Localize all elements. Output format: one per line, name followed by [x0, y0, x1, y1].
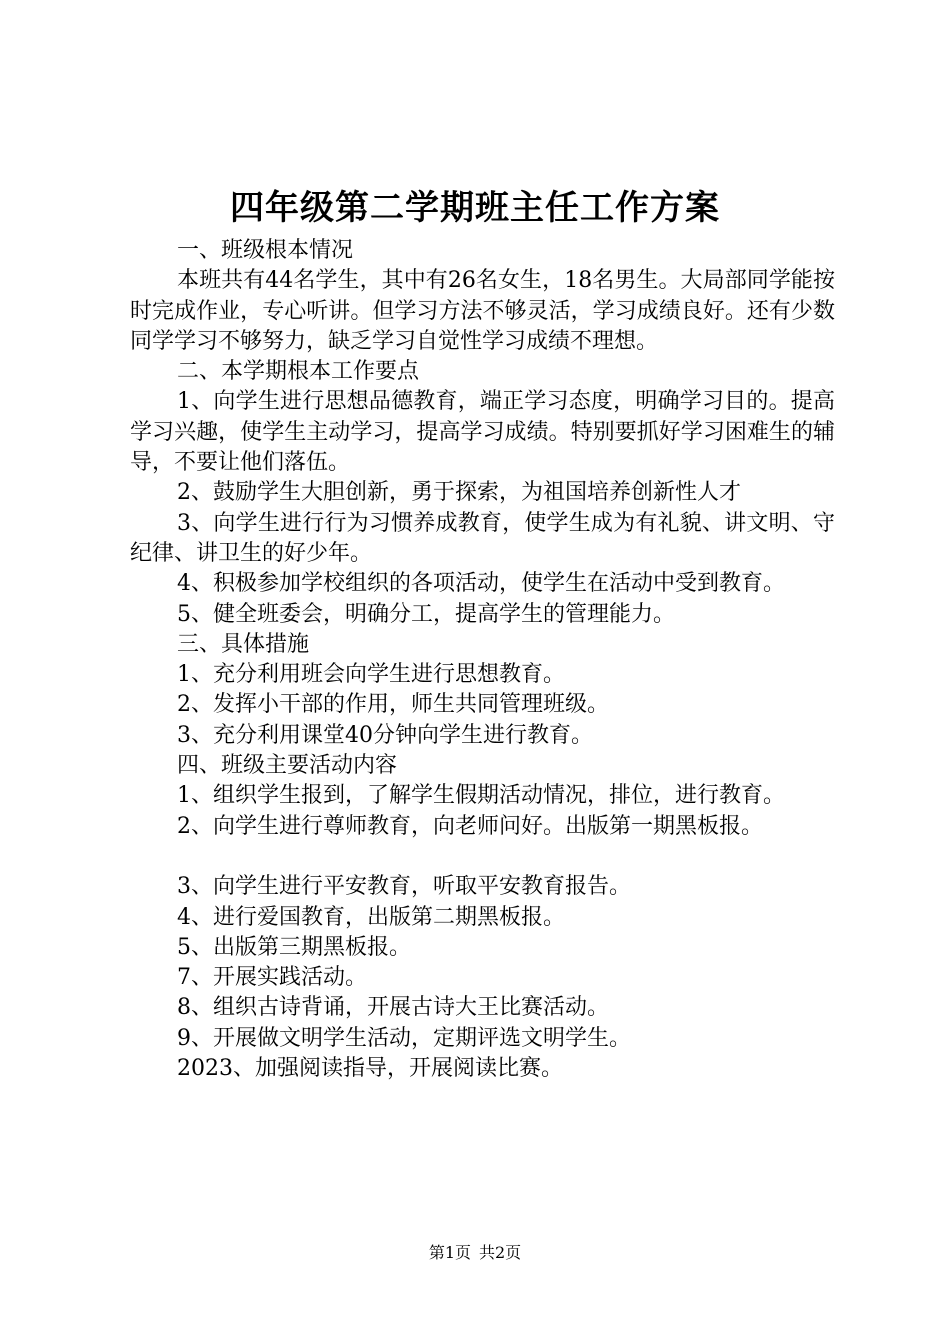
section-heading: 二、本学期根本工作要点	[177, 359, 420, 385]
paragraph: 2、向学生进行尊师教育，向老师问好。出版第一期黑板报。	[177, 813, 763, 839]
paragraph: 4、进行爱国教育，出版第二期黑板报。	[177, 904, 565, 930]
page-total: 共2页	[479, 1243, 522, 1262]
page-number: 第1页	[428, 1243, 471, 1262]
paragraph: 7、开展实践活动。	[177, 965, 367, 991]
paragraph: 1、充分利用班会向学生进行思想教育。	[177, 662, 565, 688]
section-heading: 四、班级主要活动内容	[177, 753, 398, 779]
paragraph: 8、组织古诗背诵，开展古诗大王比赛活动。	[177, 995, 609, 1021]
paragraph: 9、开展做文明学生活动，定期评选文明学生。	[177, 1025, 631, 1051]
paragraph: 3、向学生进行行为习惯养成教育，使学生成为有礼貌、讲文明、守纪律、讲卫生的好少年。	[130, 510, 835, 566]
paragraph: 5、健全班委会，明确分工，提高学生的管理能力。	[177, 601, 675, 627]
section-heading: 一、班级根本情况	[177, 238, 354, 263]
paragraph: 2、发挥小干部的作用，师生共同管理班级。	[177, 692, 609, 718]
paragraph: 1、向学生进行思想品德教育，端正学习态度，明确学习目的。提高学习兴趣，使学生主动学习，提高学习成绩。特别要抓好学习困难生的辅导，不要让他们落伍。	[130, 389, 835, 476]
paragraph: 3、向学生进行平安教育，听取平安教育报告。	[177, 874, 631, 900]
paragraph: 本班共有44名学生，其中有26名女生，18名男生。大局部同学能按时完成作业，专心听讲。但学习方法不够灵活，学习成绩良好。还有少数同学学习不够努力，缺乏学习自觉性学习成绩不理想。	[130, 268, 835, 354]
paragraph: 3、充分利用课堂40分钟向学生进行教育。	[177, 722, 593, 748]
document-body	[130, 236, 835, 1084]
document-title: 四年级第二学期班主任工作方案	[230, 188, 720, 228]
paragraph: 5、出版第三期黑板报。	[177, 934, 411, 960]
paragraph: 4、积极参加学校组织的各项活动，使学生在活动中受到教育。	[177, 571, 785, 597]
paragraph: 2023、加强阅读指导，开展阅读比赛。	[177, 1056, 563, 1082]
paragraph: 1、组织学生报到，了解学生假期活动情况，排位，进行教育。	[177, 783, 785, 809]
section-heading: 三、具体措施	[177, 631, 310, 657]
page-footer	[0, 1242, 950, 1264]
paragraph: 2、鼓励学生大胆创新，勇于探索，为祖国培养创新性人才	[177, 480, 741, 506]
blank-line	[130, 842, 835, 872]
